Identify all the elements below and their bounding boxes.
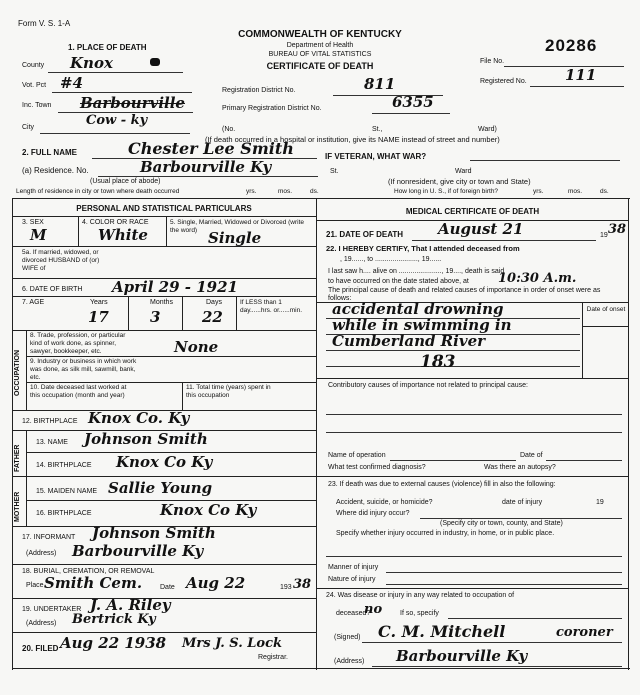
registrar-label: Registrar.	[258, 654, 288, 661]
spouse-label: 5a. If married, widowed, or divorced HUSBAND of (or) WIFE of	[22, 249, 100, 272]
medical-heading: MEDICAL CERTIFICATE OF DEATH	[405, 207, 540, 216]
specify-city-note: (Specify city or town, county, and State)	[440, 520, 563, 527]
principal-cause-label: The principal cause of death and related causes of importance in order of onset were as follows:	[328, 287, 601, 302]
usual-place: (Usual place of abode)	[90, 178, 161, 185]
ward-label: Ward)	[478, 126, 497, 133]
cause-line-3: Cumberland River	[332, 332, 486, 350]
external-causes-label: 23. If death was due to external causes (violence) fill in also the following:	[328, 481, 556, 488]
filed-date-value: Aug 22 1938	[60, 634, 167, 652]
department: Department of Health	[286, 42, 354, 49]
age-days-value: 22	[202, 308, 223, 326]
undertaker-label: 19. UNDERTAKER	[22, 606, 82, 613]
certificate-title: CERTIFICATE OF DEATH	[266, 61, 374, 71]
certify-line2: , 19......, to ......................, 19......	[340, 256, 442, 263]
inc-town-note: Cow - ky	[86, 113, 148, 128]
burial-place-label: Place	[26, 582, 44, 589]
father-name-label: 13. NAME	[36, 439, 68, 446]
total-time-label: 11. Total time (years) spent in this occupation	[186, 384, 271, 399]
center-divider	[316, 198, 317, 670]
deceased-label: deceased?	[336, 610, 371, 617]
reg-district-label: Registration District No.	[222, 87, 296, 94]
father-side-label: FATHER	[14, 444, 21, 472]
how-long-yrs: yrs.	[533, 188, 544, 195]
trade-value: None	[174, 338, 219, 356]
death-year-prefix: 19	[600, 232, 608, 239]
reg-district-value: 811	[364, 75, 396, 93]
vot-pct-value: #4	[60, 74, 84, 92]
last-saw-line: I last saw h.... alive on ......................, 19...., death is said	[328, 268, 505, 275]
if-so-label: If so, specify	[400, 610, 439, 617]
undertaker-value: J. A. Riley	[90, 596, 171, 614]
age-years-value: 17	[88, 308, 109, 326]
burial-place-value: Smith Cem.	[44, 574, 143, 592]
sex-label: 3. SEX	[22, 219, 44, 226]
date-injury-label: date of injury	[502, 499, 543, 506]
signer-title: coroner	[556, 625, 613, 640]
county-value: Knox	[70, 54, 113, 72]
st-label: St.,	[372, 126, 383, 133]
specify-industry-note: Specify whether injury occurred in industry, in home, or in public place.	[336, 530, 555, 537]
test-label: What test confirmed diagnosis?	[328, 464, 426, 471]
informant-address-label: (Address)	[26, 550, 57, 557]
nature-label: Nature of injury	[328, 576, 376, 583]
city-label: City	[22, 124, 35, 131]
cause-line-2: while in swimming in	[332, 316, 512, 334]
burial-year-prefix: 193	[280, 584, 292, 591]
place-of-death-heading: 1. PLACE OF DEATH	[68, 43, 147, 52]
burial-date-label: Date	[160, 584, 175, 591]
occurred-on-line: to have occurred on the date stated above, at	[328, 278, 469, 285]
dob-label: 6. DATE OF BIRTH	[22, 286, 83, 293]
date-onset-label: Date of onset	[586, 306, 626, 313]
time-of-death-value: 10:30 A.m.	[498, 271, 577, 286]
length-of-residence-label: Length of residence in city or town where death occurred	[16, 188, 180, 195]
manner-label: Manner of injury	[328, 564, 379, 571]
left-border	[12, 198, 13, 670]
father-name-value: Johnson Smith	[84, 430, 208, 448]
undertaker-address-label: (Address)	[26, 620, 57, 627]
date-of-death-value: August 21	[438, 220, 524, 238]
signature-value: C. M. Mitchell	[378, 622, 506, 641]
nonresident-note: (If nonresident, give city or town and State)	[388, 177, 531, 186]
burial-label: 18. BURIAL, CREMATION, OR REMOVAL	[22, 568, 155, 575]
mother-maiden-label: 15. MAIDEN NAME	[36, 488, 98, 495]
vot-pct-label: Vot. Pct	[22, 82, 47, 89]
length-yrs: yrs.	[246, 188, 257, 195]
informant-label: 17. INFORMANT	[22, 534, 76, 541]
residence-label: (a) Residence. No.	[22, 166, 89, 175]
autopsy-label: Was there an autopsy?	[484, 464, 556, 471]
signer-address-label: (Address)	[334, 658, 365, 665]
inc-town-value: Barbourville	[80, 94, 185, 112]
birthplace-label: 12. BIRTHPLACE	[22, 418, 78, 425]
state-title: COMMONWEALTH OF KENTUCKY	[238, 29, 402, 40]
hospital-note: (If death occurred in a hospital or institution, give its NAME instead of street and number)	[205, 135, 500, 144]
veteran-label: IF VETERAN, WHAT WAR?	[325, 152, 427, 161]
death-year-value: 38	[608, 222, 627, 237]
father-birthplace-label: 14. BIRTHPLACE	[36, 462, 92, 469]
registered-no-label: Registered No.	[480, 78, 527, 85]
color-label: 4. COLOR OR RACE	[82, 219, 149, 226]
ink-blot-icon	[150, 58, 160, 66]
primary-reg-value: 6355	[392, 93, 434, 111]
father-birthplace-value: Knox Co Ky	[116, 453, 213, 471]
cause-code: 183	[420, 352, 456, 372]
age-months-label: Months	[150, 299, 173, 306]
dob-value: April 29 - 1921	[112, 278, 238, 296]
mother-side-label: MOTHER	[14, 491, 21, 522]
personal-heading: PERSONAL AND STATISTICAL PARTICULARS	[76, 204, 252, 213]
registered-no-value: 111	[565, 66, 597, 84]
burial-date-value: Aug 22	[186, 574, 246, 592]
where-injury-label: Where did injury occur?	[336, 510, 410, 517]
how-long-mos: mos.	[568, 188, 583, 195]
sex-value: M	[30, 226, 47, 244]
disease-label: 24. Was disease or injury in any way related to occupation of	[326, 592, 515, 599]
length-ds: ds.	[310, 188, 319, 195]
deceased-answer: no	[364, 602, 383, 617]
residence-ward-label: Ward	[455, 168, 472, 175]
injury-year-prefix: 19	[596, 499, 604, 506]
length-mos: mos.	[278, 188, 293, 195]
accident-label: Accident, suicide, or homicide?	[336, 499, 433, 506]
inc-town-label: Inc. Town	[22, 102, 52, 109]
registrar-signature: Mrs J. S. Lock	[182, 636, 282, 651]
color-value: White	[98, 226, 148, 244]
marital-label: 5. Single, Married, Widowed or Divorced (write the word)	[170, 219, 305, 234]
informant-value: Johnson Smith	[92, 524, 216, 542]
industry-label: 9. Industry or business in which work was done, as silk mill, sawmill, bank, etc.	[30, 358, 137, 381]
primary-reg-label: Primary Registration District No.	[222, 105, 322, 112]
mother-birthplace-value: Knox Co Ky	[160, 501, 257, 519]
date-of-death-label: 21. DATE OF DEATH	[326, 230, 404, 239]
signed-label: (Signed)	[334, 634, 361, 641]
residence-st-label: St.	[330, 168, 339, 175]
cause-line-1: accidental drowning	[332, 300, 504, 318]
age-months-value: 3	[150, 308, 161, 326]
last-worked-label: 10. Date deceased last worked at this occupation (month and year)	[30, 384, 127, 399]
age-years-label: Years	[90, 299, 108, 306]
undertaker-address-value: Bertrick Ky	[72, 612, 156, 627]
no-label: (No.	[222, 126, 236, 133]
form-number: Form V. S. 1-A	[18, 19, 71, 28]
how-long-ds: ds.	[600, 188, 609, 195]
bottom-border	[12, 668, 630, 669]
signer-address-value: Barbourville Ky	[396, 647, 528, 665]
contributory-label: Contributory causes of importance not related to principal cause:	[328, 382, 528, 389]
less-than-day-label: If LESS than 1 day......hrs. or......min.	[240, 299, 303, 314]
operation-label: Name of operation	[328, 452, 386, 459]
certify-label: 22. I HEREBY CERTIFY, That I attended deceased from	[326, 244, 520, 253]
age-label: 7. AGE	[22, 299, 45, 306]
how-long-label: How long in U. S., if of foreign birth?	[394, 188, 499, 195]
section-divider	[12, 198, 630, 199]
full-name-label: 2. FULL NAME	[22, 148, 77, 157]
mother-birthplace-label: 16. BIRTHPLACE	[36, 510, 92, 517]
burial-year-value: 38	[293, 577, 312, 592]
file-no-label: File No.	[480, 58, 505, 65]
age-days-label: Days	[206, 299, 222, 306]
stamp-number: 20286	[545, 36, 598, 55]
birthplace-value: Knox Co. Ky	[88, 409, 190, 427]
occupation-side-label: OCCUPATION	[14, 349, 21, 396]
full-name-value: Chester Lee Smith	[128, 139, 294, 158]
filed-label: 20. FILED	[22, 644, 59, 653]
residence-value: Barbourville Ky	[140, 158, 272, 176]
bureau: BUREAU OF VITAL STATISTICS	[268, 51, 372, 58]
marital-value: Single	[208, 229, 262, 247]
county-label: County	[22, 62, 45, 69]
informant-address-value: Barbourville Ky	[72, 542, 204, 560]
trade-label: 8. Trade, profession, or particular kind of work done, as spinner, sawyer, bookkeeper, etc.	[30, 332, 126, 355]
right-border	[628, 198, 629, 670]
mother-maiden-value: Sallie Young	[108, 479, 213, 497]
operation-date-label: Date of	[520, 452, 543, 459]
